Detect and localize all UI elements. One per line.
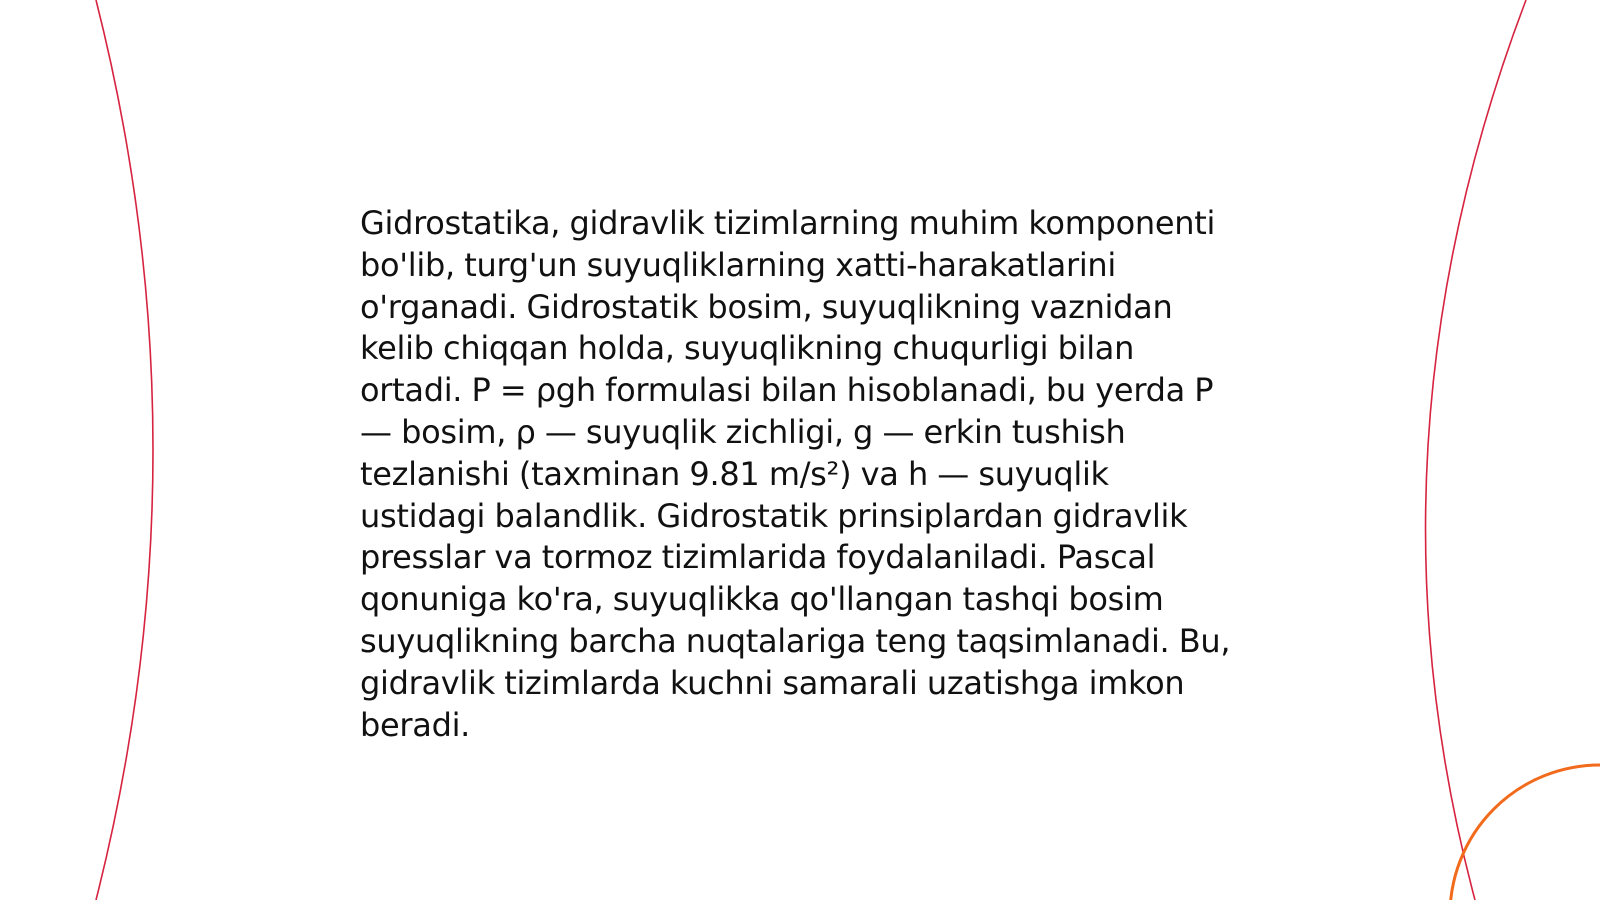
accent-circle-outline [1450, 765, 1600, 900]
body-paragraph: Gidrostatika, gidravlik tizimlarning muhim komponenti bo'lib, turg'un suyuqliklarning xatti-harakatlarini o'rganadi. Gidrostatik bosim, suyuqlikning vaznidan kelib chiqqan holda, suyuqlikning chuqurligi bilan ortadi. P = ρgh formulasi bilan hisoblanadi, bu yerda P — bosim, ρ — suyuqlik zichligi, g — erkin tushish tezlanishi (taxminan 9.81 m/s²) va h — suyuqlik ustidagi balandlik. Gidrostatik prinsiplardan gidravlik presslar va tormoz tizimlarida foydalaniladi. Pascal qonuniga ko'ra, suyuqlikka qo'llangan tashqi bosim suyuqlikning barcha nuqtalariga teng taqsimlanadi. Bu, gidravlik tizimlarda kuchni samarali uzatishga imkon beradi. [360, 204, 1231, 744]
right-curve-line [1426, 0, 1526, 900]
left-curve-line [96, 0, 153, 900]
